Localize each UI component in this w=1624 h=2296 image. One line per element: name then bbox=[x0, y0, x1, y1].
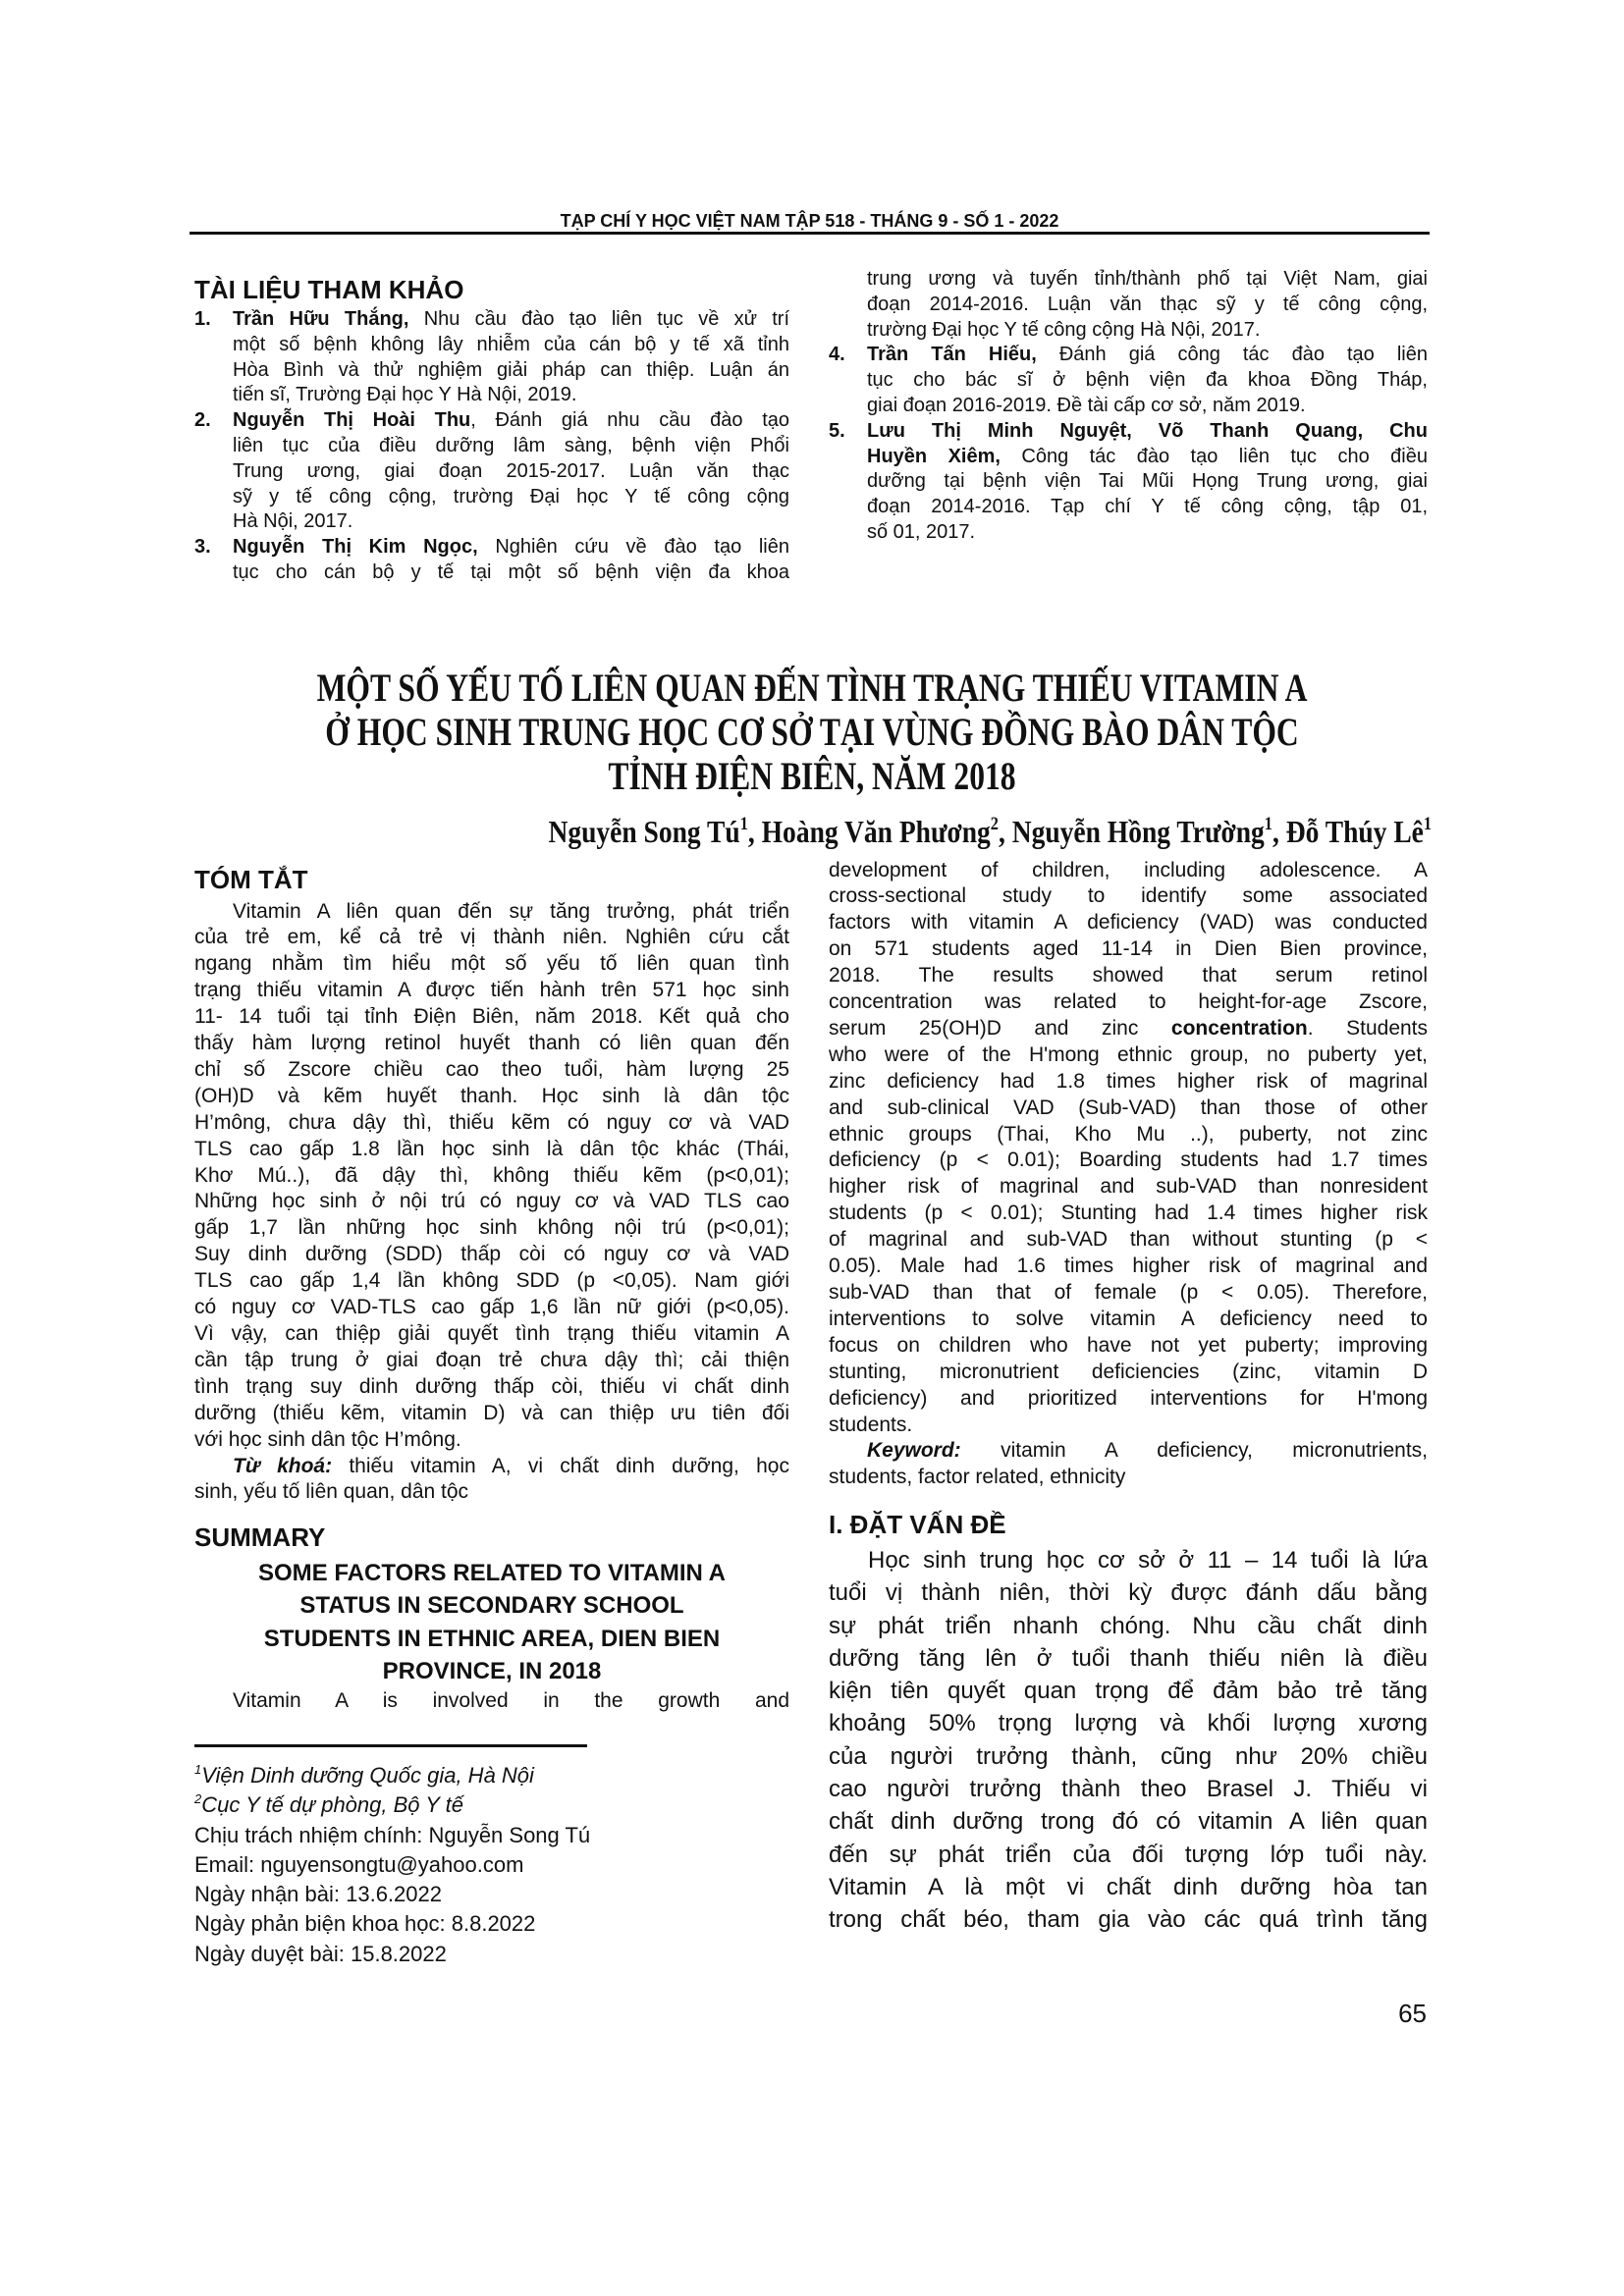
text-segment: Vì vậy, can thiệp giải quyết tình trạng thiếu vitamin A bbox=[194, 1322, 789, 1345]
text-segment: sự phát triển nhanh chóng. Nhu cầu chất dinh bbox=[829, 1612, 1428, 1639]
text-line bbox=[829, 858, 1428, 884]
text-line bbox=[829, 1360, 1428, 1386]
reference-item-continued bbox=[829, 267, 1428, 343]
text-line bbox=[194, 383, 789, 408]
affiliation-footnote bbox=[194, 1761, 590, 1790]
author-name: Hoàng Văn Phương bbox=[761, 814, 991, 849]
text-segment: Công tác đào tạo liên tục cho điều bbox=[1000, 445, 1428, 467]
text-segment: kiện tiên quyết quan trọng để đảm bảo trẻ tăng bbox=[829, 1678, 1428, 1705]
text-line bbox=[194, 1268, 789, 1295]
reference-item bbox=[829, 419, 1428, 546]
reference-number: 1. bbox=[194, 308, 211, 330]
text-line bbox=[194, 1163, 789, 1190]
text-line bbox=[194, 1401, 789, 1427]
reference-number: 3. bbox=[194, 536, 211, 559]
affiliation-text: Cục Y tế dự phòng, Bộ Y tế bbox=[201, 1792, 463, 1818]
text-segment: giai đoạn 2016-2019. Đề tài cấp cơ sở, năm 2019. bbox=[867, 394, 1306, 416]
text-line bbox=[194, 1137, 789, 1163]
text-line bbox=[194, 951, 789, 978]
text-segment: TLS cao gấp 1.8 lần học sinh là dân tộc khác (Thái, bbox=[194, 1137, 789, 1160]
text-segment: Vitamin A is involved in the growth and bbox=[233, 1688, 789, 1712]
text-line bbox=[829, 1610, 1428, 1642]
text-segment: dưỡng (thiếu kẽm, vitamin D) và can thiệp ưu tiên đối bbox=[194, 1401, 789, 1424]
emphasis-segment: concentration bbox=[1170, 1016, 1308, 1040]
text-segment: factors with vitamin A deficiency (VAD) was conducted bbox=[829, 911, 1428, 934]
text-line bbox=[829, 293, 1428, 318]
text-segment: của người trưởng thành, cũng như 20% chiều bbox=[829, 1742, 1428, 1770]
text-line bbox=[829, 1465, 1428, 1491]
text-segment: 2018. The results showed that serum retinol bbox=[829, 964, 1428, 988]
text-line bbox=[829, 910, 1428, 936]
reference-number: 2. bbox=[194, 409, 211, 432]
text-line bbox=[829, 520, 1428, 546]
text-segment: trung ương và tuyến tỉnh/thành phố tại Việt Nam, giai bbox=[867, 268, 1428, 290]
text-segment: focus on children who have not yet puberty; improving bbox=[829, 1333, 1428, 1357]
text-segment: tiến sĩ, Trường Đại học Y Hà Nội, 2019. bbox=[233, 384, 577, 406]
text-line bbox=[829, 1016, 1428, 1042]
summary-title-line: STUDENTS IN ETHNIC AREA, DIEN BIEN bbox=[263, 1625, 721, 1652]
text-segment: dưỡng tăng lên ở tuổi thanh thiếu niên là điều bbox=[829, 1644, 1428, 1672]
abstract-vi bbox=[194, 899, 789, 1507]
text-segment: thiếu vitamin A, vi chất dinh dưỡng, học bbox=[332, 1454, 789, 1477]
text-line bbox=[829, 989, 1428, 1016]
text-segment: Đánh giá công tác đào tạo liên bbox=[1036, 344, 1428, 366]
text-segment: (OH)D và kẽm huyết thanh. Học sinh là dân tộc bbox=[194, 1084, 789, 1107]
text-line bbox=[194, 1688, 789, 1715]
text-line bbox=[829, 1903, 1428, 1936]
text-line bbox=[829, 1280, 1428, 1307]
references-heading: TÀI LIỆU THAM KHẢO bbox=[194, 275, 464, 304]
text-segment: liên tục của điều dưỡng lâm sàng, bệnh viện Phổi bbox=[233, 434, 789, 456]
text-segment: deficiency (p < 0.01); Boarding students had 1.7 times bbox=[829, 1148, 1428, 1172]
text-line bbox=[829, 318, 1428, 344]
text-line bbox=[829, 1174, 1428, 1201]
text-line bbox=[829, 1148, 1428, 1174]
text-segment: sub-VAD than that of female (p < 0.05). Therefore, bbox=[829, 1281, 1428, 1304]
author-affiliation-mark: 1 bbox=[1264, 814, 1272, 834]
text-line bbox=[194, 1427, 789, 1454]
text-segment: interventions to solve vitamin A deficiency need to bbox=[829, 1307, 1428, 1330]
text-segment: Hòa Bình và thử nghiệm giải pháp can thiệp. Luận án bbox=[233, 358, 789, 381]
text-line bbox=[829, 495, 1428, 520]
text-segment: Những học sinh ở nội trú có nguy cơ và VAD TLS cao bbox=[194, 1190, 789, 1213]
text-line bbox=[194, 1321, 789, 1348]
affiliation-footnote bbox=[194, 1790, 590, 1820]
text-line bbox=[194, 1057, 789, 1084]
article-title bbox=[0, 666, 1624, 798]
summary-paragraph bbox=[194, 1688, 789, 1715]
author-affiliation-mark: 2 bbox=[990, 814, 999, 834]
emphasis-segment: Trần Tấn Hiếu, bbox=[867, 344, 1037, 366]
text-line bbox=[829, 1438, 1428, 1465]
text-segment: stunting, micronutrient deficiencies (zinc, vitamin D bbox=[829, 1360, 1428, 1383]
text-line bbox=[194, 1454, 789, 1480]
introduction-body bbox=[829, 1544, 1428, 1937]
text-segment: có nguy cơ VAD-TLS cao gấp 1,6 lần nữ giới (p<0,05). bbox=[194, 1296, 789, 1319]
footnote-mark: 1 bbox=[194, 1762, 202, 1777]
date-accepted: Ngày duyệt bài: 15.8.2022 bbox=[194, 1941, 447, 1966]
text-line bbox=[194, 333, 789, 358]
article-title-line: MỘT SỐ YẾU TỐ LIÊN QUAN ĐẾN TÌNH TRẠNG THIẾU VITAMIN A bbox=[316, 666, 1308, 710]
section-heading-introduction: I. ĐẶT VẤN ĐỀ bbox=[829, 1510, 1006, 1539]
text-segment: đoạn 2014-2016. Luận văn thạc sỹ y tế công cộng, bbox=[867, 293, 1428, 315]
text-segment: đến sự phát triển của đối tượng lớp tuổi này. bbox=[829, 1841, 1428, 1868]
text-line bbox=[829, 1307, 1428, 1333]
summary-start bbox=[194, 1688, 789, 1715]
text-segment: dưỡng tại bệnh viện Tai Mũi Họng Trung ương, giai bbox=[867, 470, 1428, 493]
text-line bbox=[194, 561, 789, 586]
text-segment: , Đánh giá nhu cầu đào tạo bbox=[470, 409, 789, 432]
text-segment: chỉ số Zscore chiều cao theo tuổi, hàm lượng 25 bbox=[194, 1057, 789, 1081]
text-line bbox=[194, 1215, 789, 1242]
text-line bbox=[829, 1576, 1428, 1609]
author-name: Nguyễn Hồng Trường bbox=[1011, 814, 1265, 849]
references-right-column bbox=[829, 267, 1428, 546]
text-segment: Vitamin A là một vi chất dinh dưỡng hòa tan bbox=[829, 1873, 1428, 1900]
abstract-paragraph bbox=[194, 899, 789, 1454]
date-received: Ngày nhận bài: 13.6.2022 bbox=[194, 1882, 442, 1907]
text-line bbox=[829, 1413, 1428, 1439]
text-line bbox=[829, 1254, 1428, 1280]
text-line bbox=[194, 509, 789, 535]
text-segment: cao người trưởng thành theo Brasel J. Thiếu vi bbox=[829, 1776, 1428, 1803]
emphasis-segment: Huyền Xiêm, bbox=[867, 445, 1001, 467]
text-line bbox=[829, 1707, 1428, 1739]
reference-item bbox=[194, 408, 789, 535]
reference-item bbox=[829, 343, 1428, 418]
text-segment: serum 25(OH)D and zinc bbox=[829, 1016, 1171, 1040]
text-segment: students (p < 0.01); Stunting had 1.4 times higher risk bbox=[829, 1201, 1428, 1225]
text-line bbox=[194, 1295, 789, 1321]
text-line bbox=[194, 1348, 789, 1374]
text-segment: gấp 1,7 lần những học sinh không nội trú (p<0,01); bbox=[194, 1216, 789, 1240]
footnote-mark: 2 bbox=[194, 1791, 202, 1807]
text-line bbox=[829, 936, 1428, 963]
text-segment: students. bbox=[829, 1413, 913, 1436]
text-line bbox=[829, 1642, 1428, 1675]
text-segment: với học sinh dân tộc H’mông. bbox=[194, 1427, 461, 1451]
author-affiliation-mark: 1 bbox=[739, 814, 748, 834]
reference-number: 4. bbox=[829, 344, 845, 366]
emphasis-segment: Trần Hữu Thắng, bbox=[233, 308, 409, 330]
text-line bbox=[829, 368, 1428, 394]
text-segment: Nhu cầu đào tạo liên tục về xử trí bbox=[408, 308, 789, 330]
text-line bbox=[829, 343, 1428, 368]
text-segment: cần tập trung ở giai đoạn trẻ chưa dậy thì; cải thiện bbox=[194, 1348, 789, 1371]
text-line bbox=[829, 267, 1428, 293]
summary-title-line: SOME FACTORS RELATED TO VITAMIN A bbox=[257, 1560, 726, 1586]
author-list bbox=[548, 812, 1432, 851]
text-line bbox=[829, 1095, 1428, 1122]
text-segment: sỹ y tế công cộng, trường Đại học Y tế công cộng bbox=[233, 485, 789, 507]
summary-heading: SUMMARY bbox=[194, 1522, 326, 1552]
text-line bbox=[194, 1084, 789, 1110]
text-segment: của trẻ em, kể cả trẻ vị thành niên. Nghiên cứu cắt bbox=[194, 926, 789, 949]
text-segment: 0.05). Male had 1.6 times higher risk of magrinal and bbox=[829, 1255, 1428, 1278]
summary-continued bbox=[829, 858, 1428, 1492]
text-line bbox=[829, 1333, 1428, 1360]
text-segment: higher risk of magrinal and sub-VAD than nonresident bbox=[829, 1175, 1428, 1199]
text-segment: H’mông, chưa dậy thì, thiếu kẽm có nguy cơ và VAD bbox=[194, 1110, 789, 1134]
text-line bbox=[194, 925, 789, 951]
text-line bbox=[194, 1004, 789, 1031]
text-segment: Suy dinh dưỡng (SDD) thấp còi có nguy cơ và VAD bbox=[194, 1243, 789, 1266]
text-line bbox=[194, 307, 789, 333]
text-segment: tuổi vị thành niên, thời kỳ được đánh dấu bằng bbox=[829, 1579, 1428, 1607]
author-affiliation-mark: 1 bbox=[1423, 814, 1432, 834]
text-line bbox=[194, 459, 789, 485]
summary-paragraph bbox=[829, 858, 1428, 1439]
header-divider bbox=[189, 232, 1430, 235]
text-line bbox=[194, 1110, 789, 1137]
footnotes bbox=[194, 1761, 590, 1969]
affiliation-text: Viện Dinh dưỡng Quốc gia, Hà Nội bbox=[201, 1763, 534, 1788]
text-segment: Khơ Mú..), đã dậy thì, không thiếu kẽm (p<0,01); bbox=[194, 1163, 789, 1187]
text-line bbox=[194, 899, 789, 926]
text-line bbox=[829, 394, 1428, 419]
text-line bbox=[194, 535, 789, 561]
reference-item bbox=[194, 535, 789, 586]
author-separator: , bbox=[1272, 814, 1286, 849]
text-segment: students, factor related, ethnicity bbox=[829, 1466, 1126, 1489]
page-number: 65 bbox=[1398, 1999, 1427, 2028]
text-segment: Nghiên cứu về đào tạo liên bbox=[477, 536, 789, 559]
text-segment: thấy hàm lượng retinol huyết thanh có liên quan đến bbox=[194, 1032, 789, 1055]
text-segment: cross-sectional study to identify some associated bbox=[829, 884, 1428, 908]
text-line bbox=[829, 1871, 1428, 1903]
keywords-en bbox=[829, 1438, 1428, 1491]
text-segment: development of children, including adolescence. A bbox=[829, 858, 1428, 881]
text-line bbox=[829, 1201, 1428, 1227]
text-segment: trường Đại học Y tế công cộng Hà Nội, 2017. bbox=[867, 318, 1261, 341]
text-line bbox=[194, 434, 789, 459]
summary-title-line: STATUS IN SECONDARY SCHOOL bbox=[299, 1592, 684, 1620]
text-line bbox=[829, 963, 1428, 989]
footnote-divider bbox=[194, 1744, 587, 1747]
emphasis-segment: Keyword: bbox=[867, 1439, 961, 1463]
text-line bbox=[829, 1122, 1428, 1148]
text-segment: Hà Nội, 2017. bbox=[233, 510, 353, 533]
text-line bbox=[829, 469, 1428, 495]
text-segment: khoảng 50% trọng lượng và khối lượng xương bbox=[829, 1710, 1428, 1737]
text-segment: TLS cao gấp 1,4 lần không SDD (p <0,05). Nam giới bbox=[194, 1269, 789, 1293]
text-line bbox=[829, 1069, 1428, 1095]
text-segment: and sub-clinical VAD (Sub-VAD) than those of other bbox=[829, 1095, 1428, 1119]
text-segment: Vitamin A liên quan đến sự tăng trưởng, phát triển bbox=[233, 899, 789, 923]
text-segment: trạng thiếu vitamin A được tiến hành trên 571 học sinh bbox=[194, 979, 789, 1002]
author-separator: , bbox=[747, 814, 762, 849]
text-line bbox=[194, 1189, 789, 1215]
text-line bbox=[829, 1839, 1428, 1871]
emphasis-segment: Nguyễn Thị Kim Ngọc, bbox=[233, 536, 478, 559]
text-segment: . Students bbox=[1307, 1016, 1429, 1040]
reference-item bbox=[194, 307, 789, 408]
text-line bbox=[194, 1374, 789, 1401]
corresponding-author: Chịu trách nhiệm chính: Nguyễn Song Tú bbox=[194, 1822, 591, 1847]
text-segment: ethnic groups (Thai, Kho Mu ..), puberty, not zinc bbox=[829, 1122, 1428, 1146]
article-title-line: TỈNH ĐIỆN BIÊN, NĂM 2018 bbox=[608, 754, 1016, 798]
text-segment: đoạn 2014-2016. Tạp chí Y tế công cộng, tập 01, bbox=[867, 496, 1428, 518]
keywords-vi bbox=[194, 1454, 789, 1507]
contact-email[interactable]: Email: nguyensongtu@yahoo.com bbox=[194, 1851, 524, 1877]
text-line bbox=[829, 1740, 1428, 1773]
text-segment: vitamin A deficiency, micronutrients, bbox=[960, 1439, 1428, 1463]
text-segment: on 571 students aged 11-14 in Dien Bien province, bbox=[829, 937, 1428, 961]
text-segment: Trung ương, giai đoạn 2015-2017. Luận văn thạc bbox=[233, 459, 789, 482]
text-segment: ngang nhằm tìm hiểu một số yếu tố liên quan tình bbox=[194, 952, 789, 976]
text-segment: trong chất béo, tham gia vào các quá trình tăng bbox=[829, 1906, 1428, 1934]
summary-title-line: PROVINCE, IN 2018 bbox=[382, 1657, 602, 1684]
article-title-line: Ở HỌC SINH TRUNG HỌC CƠ SỞ TẠI VÙNG ĐỒNG BÀO DÂN TỘC bbox=[325, 710, 1299, 754]
text-line bbox=[829, 1773, 1428, 1805]
reference-number: 5. bbox=[829, 419, 845, 442]
text-segment: of magrinal and sub-VAD than without stunting (p < bbox=[829, 1228, 1428, 1252]
text-segment: tục cho cán bộ y tế tại một số bệnh viện đa khoa bbox=[233, 561, 789, 583]
text-line bbox=[194, 485, 789, 510]
text-segment: chất dinh dưỡng trong đó có vitamin A liên quan bbox=[829, 1808, 1428, 1836]
text-segment: tục cho bác sĩ ở bệnh viện đa khoa Đồng Tháp, bbox=[867, 369, 1428, 392]
text-segment: Học sinh trung học cơ sở ở 11 – 14 tuổi là lứa bbox=[868, 1547, 1428, 1574]
author-name: Đỗ Thúy Lê bbox=[1285, 814, 1424, 849]
text-line bbox=[829, 1544, 1428, 1576]
text-line bbox=[829, 1042, 1428, 1069]
journal-running-header: TẠP CHÍ Y HỌC VIỆT NAM TẬP 518 - THÁNG 9 - SỐ 1 - 2022 bbox=[560, 211, 1059, 231]
text-line bbox=[194, 1479, 789, 1506]
emphasis-segment: Lưu Thị Minh Nguyệt, Võ Thanh Quang, Chu bbox=[867, 419, 1428, 442]
abstract-vi-heading: TÓM TẮT bbox=[194, 865, 308, 894]
text-line bbox=[194, 408, 789, 434]
text-segment: một số bệnh không lây nhiễm của cán bộ y tế xã tỉnh bbox=[233, 333, 789, 355]
references-left-column bbox=[194, 307, 789, 586]
text-line bbox=[194, 1031, 789, 1057]
author-name: Nguyễn Song Tú bbox=[548, 814, 740, 849]
text-segment: sinh, yếu tố liên quan, dân tộc bbox=[194, 1480, 469, 1504]
text-line bbox=[829, 1227, 1428, 1254]
text-segment: tình trạng suy dinh dưỡng thấp còi, thiếu vi chất dinh bbox=[194, 1374, 789, 1398]
text-line bbox=[829, 419, 1428, 445]
text-segment: who were of the H'mong ethnic group, no puberty yet, bbox=[829, 1042, 1428, 1066]
emphasis-segment: Từ khoá: bbox=[233, 1454, 333, 1477]
text-segment: số 01, 2017. bbox=[867, 520, 976, 543]
text-line bbox=[829, 1386, 1428, 1413]
author-separator: , bbox=[998, 814, 1012, 849]
text-segment: zinc deficiency had 1.8 times higher risk of magrinal bbox=[829, 1069, 1428, 1093]
text-line bbox=[194, 978, 789, 1004]
text-segment: deficiency) and prioritized interventions for H'mong bbox=[829, 1386, 1428, 1410]
text-line bbox=[829, 445, 1428, 470]
body-paragraph bbox=[829, 1544, 1428, 1937]
text-line bbox=[829, 1805, 1428, 1838]
emphasis-segment: Nguyễn Thị Hoài Thu bbox=[233, 409, 471, 432]
text-line bbox=[829, 883, 1428, 910]
text-line bbox=[829, 1675, 1428, 1707]
text-line bbox=[194, 1242, 789, 1268]
text-segment: 11- 14 tuổi tại tỉnh Điện Biên, năm 2018. Kết quả cho bbox=[194, 1005, 789, 1029]
summary-title bbox=[194, 1557, 789, 1687]
text-segment: concentration was related to height-for-age Zscore, bbox=[829, 990, 1428, 1014]
date-reviewed: Ngày phản biện khoa học: 8.8.2022 bbox=[194, 1911, 536, 1937]
text-line bbox=[194, 358, 789, 384]
